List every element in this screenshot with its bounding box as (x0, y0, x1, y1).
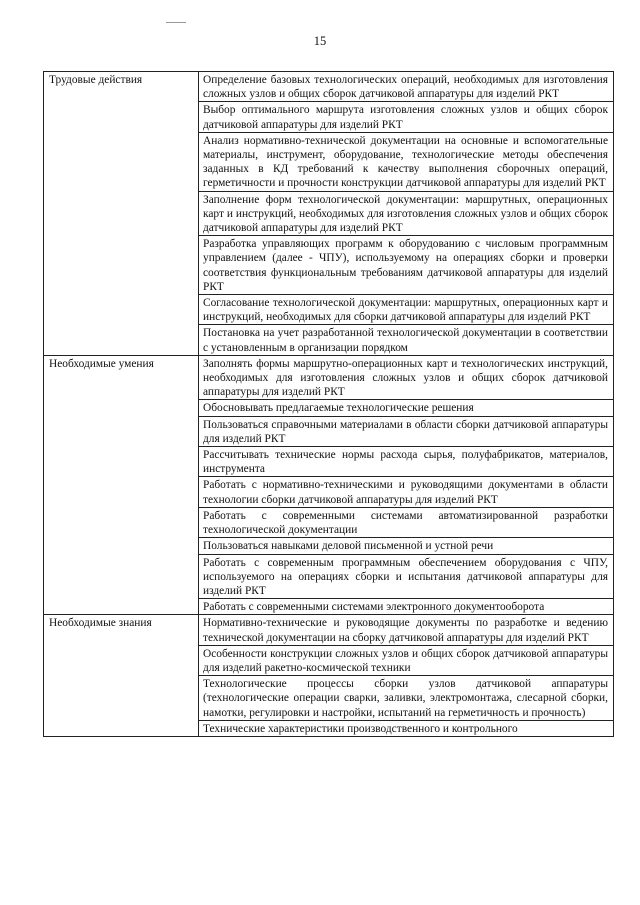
scan-mark (166, 22, 186, 23)
table-body (44, 72, 614, 737)
table-cell: Анализ нормативно-технической документации на основные и вспомогательные материалы, инструмент, оборудование, технологические методы обеспечения заданных в КД требований к качеству выполнения сборочных операций, герметичности и прочности конструкции датчиковой аппаратуры для изделий РКТ (199, 132, 614, 191)
table-cell: Работать с нормативно-техническими и руководящими документами в области технологии сборки датчиковой аппаратуры для изделий РКТ (199, 477, 614, 507)
table-cell: Пользоваться справочными материалами в области сборки датчиковой аппаратуры для изделий РКТ (199, 416, 614, 446)
section-title-required-knowledge: Необходимые знания (44, 615, 199, 737)
table-row (44, 615, 614, 645)
table-cell: Согласование технологической документации: маршрутных, операционных карт и инструкций, необходимых для сборки датчиковой аппаратуры для изделий РКТ (199, 295, 614, 325)
table-row (44, 355, 614, 400)
table-cell: Работать с современным программным обеспечением оборудования с ЧПУ, используемого на операциях сборки и испытания датчиковой аппаратуры для изделий РКТ (199, 554, 614, 599)
table-cell: Работать с современными системами автоматизированной разработки технологической документации (199, 507, 614, 537)
table-cell: Пользоваться навыками деловой письменной и устной речи (199, 538, 614, 554)
page-number: 15 (313, 34, 327, 48)
table-cell: Технические характеристики производственного и контрольного (199, 720, 614, 736)
table-cell: Постановка на учет разработанной технологической документации в соответствии с установленным в организации порядком (199, 325, 614, 355)
table-cell: Рассчитывать технические нормы расхода сырья, полуфабрикатов, материалов, инструмента (199, 447, 614, 477)
table-cell: Обосновывать предлагаемые технологические решения (199, 400, 614, 416)
table-cell: Нормативно-технические и руководящие документы по разработке и ведению технической документации на сборку датчиковой аппаратуры для изделий РКТ (199, 615, 614, 645)
table-cell: Технологические процессы сборки узлов датчиковой аппаратуры (технологические операции сварки, заливки, электромонтажа, слесарной сборки, намотки, регулировки и настройки, испытаний на герметичность и прочность) (199, 676, 614, 721)
table-cell: Заполнение форм технологической документации: маршрутных, операционных карт и инструкций, необходимых для изготовления сложных узлов и общих сборок датчиковой аппаратуры для изделий РКТ (199, 191, 614, 236)
table-cell: Разработка управляющих программ к оборудованию с числовым программным управлением (далее - ЧПУ), используемому на операциях сборки и проверки соответствия функциональным требованиям датчиковой аппаратуры для изделий РКТ (199, 236, 614, 295)
table-cell: Работать с современными системами электронного документооборота (199, 599, 614, 615)
table-cell: Выбор оптимального маршрута изготовления сложных узлов и общих сборок датчиковой аппаратуры для изделий РКТ (199, 102, 614, 132)
table-cell: Определение базовых технологических операций, необходимых для изготовления сложных узлов и общих сборок датчиковой аппаратуры для изделий РКТ (199, 72, 614, 102)
table-row (44, 72, 614, 102)
section-title-required-skills: Необходимые умения (44, 355, 199, 614)
table-cell: Особенности конструкции сложных узлов и общих сборок датчиковой аппаратуры для изделий ракетно-космической техники (199, 645, 614, 675)
competency-table (43, 71, 614, 737)
section-title-labor-actions: Трудовые действия (44, 72, 199, 356)
table-cell: Заполнять формы маршрутно-операционных карт и технологических инструкций, необходимых для изготовления сложных узлов и общих сборок датчиковой аппаратуры для изделий РКТ (199, 355, 614, 400)
